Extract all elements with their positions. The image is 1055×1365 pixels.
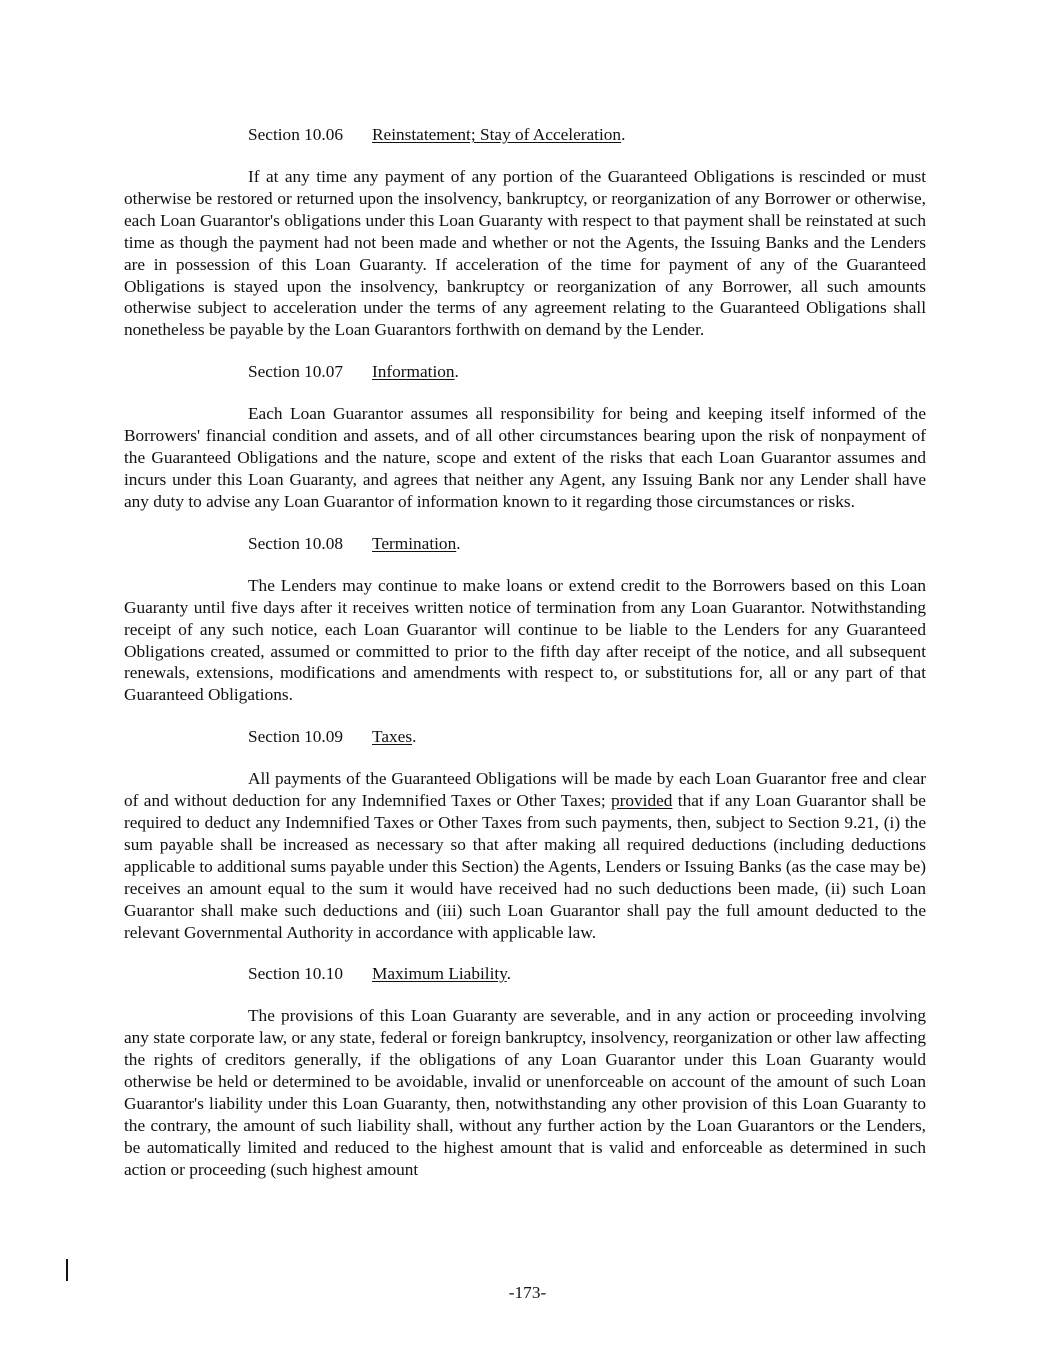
document-page — [124, 124, 926, 1201]
section-title: Taxes — [372, 727, 413, 747]
provided-term: provided — [611, 791, 673, 811]
section-number: Section 10.06 — [248, 125, 344, 144]
section-heading: Section 10.08 Termination. — [248, 533, 461, 553]
section-heading: Section 10.06 Reinstatement; Stay of Acceleration. — [248, 125, 626, 144]
section-body: If at any time any payment of any portion of the Guaranteed Obligations is rescinded or must otherwise be restored or returned upon the insolvency, bankruptcy, or reorganization of any Borrower or otherwise, each Loan Guarantor's obligations under this Loan Guaranty with respect to that payment shall be reinstated at such time as though the payment had not been made and whether or not the Agents, the Issuing Banks and the Lenders are in possession of this Loan Guaranty. If acceleration of the time for payment of any of the Guaranteed Obligations is stayed upon the insolvency, bankruptcy or reorganization of any Borrower, all such amounts otherwise subject to acceleration under the terms of any agreement relating to the Guaranteed Obligations shall nonetheless be payable by the Loan Guarantors forthwith on demand by the Lender. — [124, 167, 926, 340]
body-text: All payments of the Guaranteed Obligations will be made by each Loan Guarantor free and clear of and without deduction for any Indemnified Taxes or Other Taxes; — [124, 769, 926, 811]
section-title: Termination — [372, 533, 457, 553]
section-number: Section 10.07 — [248, 362, 344, 382]
section-number: Section 10.08 — [248, 533, 344, 553]
section-body — [124, 768, 926, 943]
section-heading: Section 10.10 Maximum Liability. — [248, 964, 512, 984]
section-heading: Section 10.07 Information. — [248, 362, 459, 382]
section-title: Maximum Liability — [372, 964, 507, 984]
section-title: Reinstatement; Stay of Acceleration — [372, 125, 622, 144]
page-number: -173- — [508, 1283, 547, 1302]
section-title: Information — [372, 362, 455, 382]
section-number: Section 10.09 — [248, 727, 344, 747]
body-text: that if any Loan Guarantor shall be required to deduct any Indemnified Taxes or Other Taxes from such payments, then, subject to Section 9.21, (i) the sum payable shall be increased as necessary so that after making all required deductions (including deductions applicable to additional sums payable under this Section) the Agents, Lenders or Issuing Banks (as the case may be) receives an amount equal to the sum it would have received had no such deductions been made, (ii) such Loan Guarantor shall make such deductions and (iii) such Loan Guarantor shall pay the full amount deducted to the relevant Governmental Authority in accordance with applicable law. — [124, 791, 926, 942]
section-number: Section 10.10 — [248, 964, 344, 984]
section-body: The Lenders may continue to make loans or extend credit to the Borrowers based on this Loan Guaranty until five days after it receives written notice of termination from any Loan Guarantor. Notwithstanding receipt of any such notice, each Loan Guarantor will continue to be liable to the Lenders for any Guaranteed Obligations created, assumed or committed to prior to the fifth day after receipt of the notice, and all subsequent renewals, extensions, modifications and amendments with respect to, or substitutions for, all or any part of that Guaranteed Obligations. — [124, 575, 926, 705]
revision-bar — [66, 1259, 68, 1281]
section-heading: Section 10.09 Taxes. — [248, 727, 417, 747]
section-body: The provisions of this Loan Guaranty are severable, and in any action or proceeding involving any state corporate law, or any state, federal or foreign bankruptcy, insolvency, reorganization or other law affecting the rights of creditors generally, if the obligations of any Loan Guarantor under this Loan Guaranty would otherwise be held or determined to be avoidable, invalid or unenforceable on account of the amount of such Loan Guarantor's liability under this Loan Guaranty, then, notwithstanding any other provision of this Loan Guaranty to the contrary, the amount of such liability shall, without any further action by the Loan Guarantors or the Lenders, be automatically limited and reduced to the highest amount that is valid and enforceable as determined in such action or proceeding (such highest amount — [124, 1006, 926, 1179]
section-body: Each Loan Guarantor assumes all responsibility for being and keeping itself informed of the Borrowers' financial condition and assets, and of all other circumstances bearing upon the risk of nonpayment of the Guaranteed Obligations and the nature, scope and extent of the risks that each Loan Guarantor assumes and incurs under this Loan Guaranty, and agrees that neither any Agent, any Issuing Bank nor any Lender shall have any duty to advise any Loan Guarantor of information known to it regarding those circumstances or risks. — [124, 404, 926, 511]
